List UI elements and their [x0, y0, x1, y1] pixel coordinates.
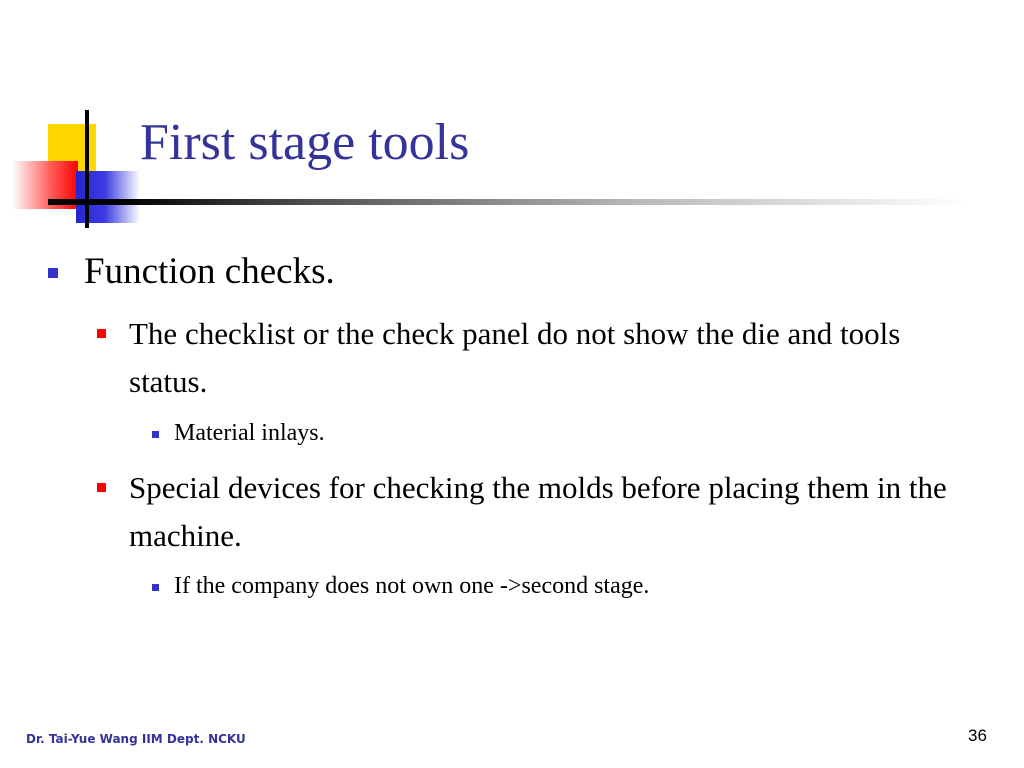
square-bullet-icon: [152, 584, 159, 591]
title-underline: [48, 199, 968, 205]
bullet-level2: [129, 464, 979, 560]
bullet-level2: [129, 310, 979, 406]
square-bullet-icon: [97, 483, 106, 492]
decorative-vertical-line: [85, 110, 89, 228]
bullet-text: The checklist or the check panel do not show the die and tools status.: [129, 316, 901, 399]
bullet-text: Material inlays.: [174, 420, 325, 446]
bullet-level3: [174, 571, 974, 601]
bullet-text: Function checks.: [84, 251, 335, 292]
bullet-level3: [174, 418, 974, 448]
square-bullet-icon: [97, 329, 106, 338]
square-bullet-icon: [48, 268, 58, 278]
bullet-text: Special devices for checking the molds before placing them in the machine.: [129, 470, 947, 553]
slide-title: First stage tools: [140, 114, 470, 171]
bullet-text: If the company does not own one ->second stage.: [174, 573, 650, 599]
page-number: 36: [968, 726, 987, 745]
square-bullet-icon: [152, 431, 159, 438]
footer-author: Dr. Tai-Yue Wang IIM Dept. NCKU: [26, 732, 246, 746]
bullet-level1: [84, 250, 964, 294]
